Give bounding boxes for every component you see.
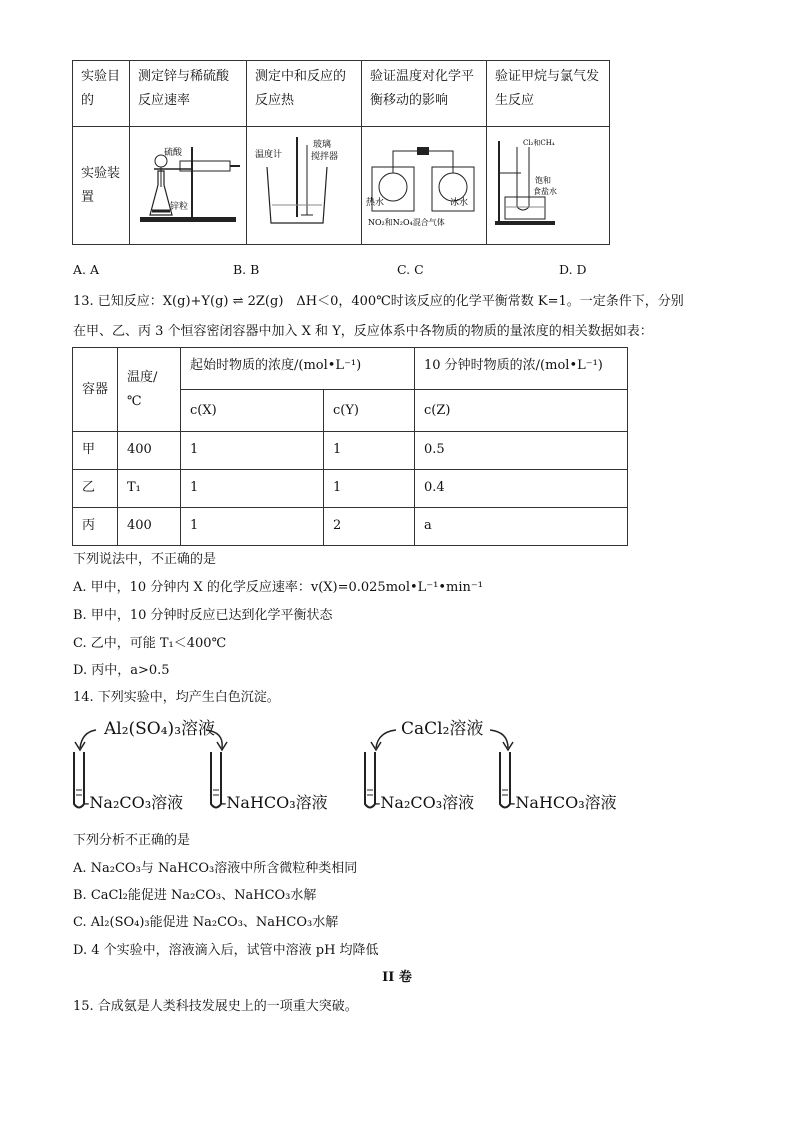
svg-text:玻璃: 玻璃 <box>313 140 332 150</box>
cell: 丙 <box>73 508 118 546</box>
svg-text:冰水: 冰水 <box>450 198 469 208</box>
cell: 400 <box>118 508 181 546</box>
methane-chlorine-diagram <box>487 127 607 235</box>
q13-line2: 在甲、乙、丙 3 个恒容密闭容器中加入 X 和 Y，反应体系中各物质的物质的量浓度的相关数据如表： <box>73 324 653 339</box>
tube-label-4: -NaHCO₃溶液 <box>510 793 617 812</box>
q13-option-a[interactable]: A. 甲中，10 分钟内 X 的化学反应速率：v(X)=0.025mol•L⁻¹•min⁻¹ <box>73 580 483 595</box>
th-container: 容器 <box>73 348 118 432</box>
table1-header-apparatus: 实验装置 <box>73 127 130 245</box>
no2-equilibrium-diagram <box>362 127 486 235</box>
th-temp: 温度/℃ <box>118 348 181 432</box>
table1-cell-c: 验证温度对化学平衡移动的影响 <box>362 61 487 127</box>
q15-title: 15. 合成氨是人类科技发展史上的一项重大突破。 <box>73 999 358 1014</box>
q12-option-d[interactable]: D. D <box>559 262 587 277</box>
svg-text:热水: 热水 <box>366 198 385 208</box>
cell: 乙 <box>73 470 118 508</box>
concentration-table <box>72 347 628 546</box>
experiment-table <box>72 60 610 245</box>
cell: 1 <box>181 508 324 546</box>
q14-option-a[interactable]: A. Na₂CO₃与 NaHCO₃溶液中所含微粒种类相同 <box>73 861 358 876</box>
cell: 1 <box>181 432 324 470</box>
th-cx: c(X) <box>181 390 324 432</box>
q14-stem: 下列分析不正确的是 <box>73 833 191 848</box>
q14-option-d[interactable]: D. 4 个实验中，溶液滴入后，试管中溶液 pH 均降低 <box>73 943 379 958</box>
q13-option-c[interactable]: C. 乙中，可能 T₁＜400℃ <box>73 636 227 651</box>
q14-option-b[interactable]: B. CaCl₂能促进 Na₂CO₃、NaHCO₃水解 <box>73 888 317 903</box>
zinc-acid-apparatus-diagram <box>130 127 246 235</box>
table-row <box>73 470 628 508</box>
apparatus-c <box>362 127 487 245</box>
test-tube-3 <box>365 752 375 808</box>
cell: 甲 <box>73 432 118 470</box>
q14-title: 14. 下列实验中，均产生白色沉淀。 <box>73 690 280 705</box>
table-row <box>73 508 628 546</box>
q14-reagent-cacl: CaCl₂溶液 <box>401 719 484 739</box>
q14-reagent-al: Al₂(SO₄)₃溶液 <box>104 719 216 739</box>
cell: 1 <box>181 470 324 508</box>
tube-label-2: -NaHCO₃溶液 <box>221 793 328 812</box>
cell: 400 <box>118 432 181 470</box>
svg-text:NO₂和N₂O₄混合气体: NO₂和N₂O₄混合气体 <box>368 218 445 227</box>
table1-cell-b: 测定中和反应的反应热 <box>247 61 362 127</box>
q13-option-d[interactable]: D. 丙中，a>0.5 <box>73 663 170 678</box>
th-cz: c(Z) <box>415 390 628 432</box>
q14-option-c[interactable]: C. Al₂(SO₄)₃能促进 Na₂CO₃、NaHCO₃水解 <box>73 915 339 930</box>
test-tube-2 <box>211 752 221 808</box>
svg-text:温度计: 温度计 <box>255 150 283 160</box>
table1-cell-a: 测定锌与稀硫酸反应速率 <box>130 61 247 127</box>
cell: 0.5 <box>415 432 628 470</box>
q13-stem: 下列说法中，不正确的是 <box>73 552 217 567</box>
table1-cell-d: 验证甲烷与氯气发生反应 <box>487 61 610 127</box>
cell: 0.4 <box>415 470 628 508</box>
svg-text:食盐水: 食盐水 <box>533 187 557 196</box>
q12-option-a[interactable]: A. A <box>73 262 100 277</box>
svg-text:搅拌器: 搅拌器 <box>311 152 339 162</box>
q13-line1: 13. 已知反应：X(g)+Y(g) ⇌ 2Z(g) ΔH＜0，400℃时该反应的化学平衡常数 K=1。一定条件下，分别 <box>73 294 684 309</box>
svg-text:锌粒: 锌粒 <box>170 202 189 212</box>
test-tube-1 <box>74 752 84 808</box>
cell: 1 <box>324 432 415 470</box>
cell: T₁ <box>118 470 181 508</box>
calorimeter-diagram <box>247 127 361 235</box>
cell: 2 <box>324 508 415 546</box>
apparatus-d <box>487 127 610 245</box>
th-initial: 起始时物质的浓度/(mol•L⁻¹) <box>181 348 415 390</box>
th-cy: c(Y) <box>324 390 415 432</box>
apparatus-b <box>247 127 362 245</box>
th-10min: 10 分钟时物质的浓/(mol•L⁻¹) <box>415 348 628 390</box>
q12-option-c[interactable]: C. C <box>397 262 424 277</box>
svg-text:饱和: 饱和 <box>535 176 551 185</box>
q13-option-b[interactable]: B. 甲中，10 分钟时反应已达到化学平衡状态 <box>73 608 333 623</box>
svg-text:硫酸: 硫酸 <box>164 148 183 158</box>
tube-label-1: -Na₂CO₃溶液 <box>84 793 184 812</box>
table1-header-purpose: 实验目的 <box>73 61 130 127</box>
table-row <box>73 432 628 470</box>
cell: a <box>415 508 628 546</box>
svg-text:Cl₂和CH₄: Cl₂和CH₄ <box>523 139 555 147</box>
tube-label-3: -Na₂CO₃溶液 <box>375 793 475 812</box>
test-tube-4 <box>500 752 510 808</box>
cell: 1 <box>324 470 415 508</box>
apparatus-a <box>130 127 247 245</box>
section-heading: II 卷 <box>382 970 412 985</box>
q12-option-b[interactable]: B. B <box>233 262 260 277</box>
